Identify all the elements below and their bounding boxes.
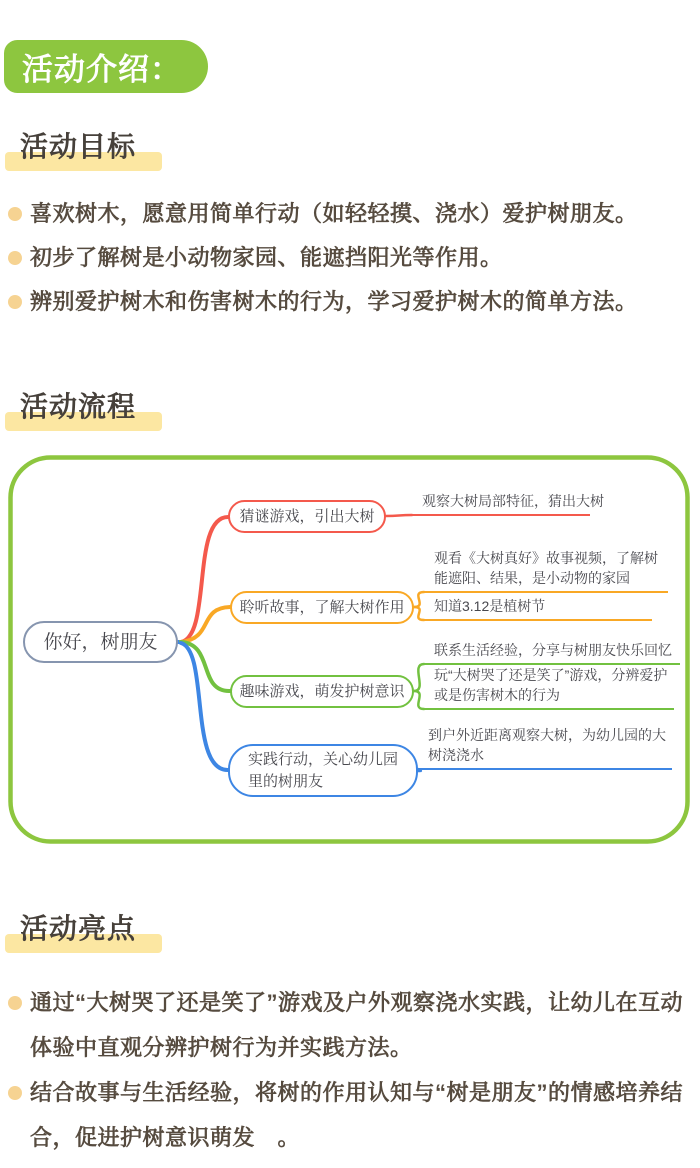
highlight-item-1 xyxy=(8,980,698,1070)
highlight-text: 结合故事与生活经验，将树的作用认知与“树是朋友”的情感培养结合，促进护树意识萌发 。 xyxy=(30,1080,684,1150)
mindmap-child-1a: 观察大树局部特征，猜出大树 xyxy=(412,491,590,516)
mindmap-child-4a: 到户外近距离观察大树，为幼儿园的大树浇浇水 xyxy=(418,725,672,770)
goal-text: 喜欢树木，愿意用简单行动（如轻轻摸、浇水）爱护树朋友。 xyxy=(30,201,638,226)
root-label: 你好，树朋友 xyxy=(43,631,158,653)
child-connector-green-1 xyxy=(414,664,424,691)
bullet-dot-icon xyxy=(8,996,22,1010)
mindmap-root-node xyxy=(23,621,178,663)
node-label: 实践行动，关心幼儿园里的树朋友 xyxy=(248,750,399,790)
goals-list xyxy=(8,192,698,324)
bullet-dot-icon xyxy=(8,295,22,309)
goal-item-2 xyxy=(8,236,698,280)
mindmap-child-3a: 联系生活经验，分享与树朋友快乐回忆 xyxy=(424,640,680,665)
mindmap-child-2b: 知道3.12是植树节 xyxy=(424,596,652,621)
section-title: 活动流程 xyxy=(20,391,137,422)
goal-text: 辨别爱护树木和伤害树木的行为，学习爱护树木的简单方法。 xyxy=(30,289,638,314)
mindmap-node-1 xyxy=(228,500,386,533)
mindmap-node-2 xyxy=(230,591,414,624)
highlight-text: 通过“大树哭了还是笑了”游戏及户外观察浇水实践，让幼儿在互动体验中直观分辨护树行为并实践方法。 xyxy=(30,990,684,1060)
child-connector-orange-1 xyxy=(414,592,424,607)
mindmap xyxy=(8,455,690,844)
page-title-badge xyxy=(4,40,208,93)
mindmap-node-4 xyxy=(228,744,418,797)
section-header-goals xyxy=(5,130,265,176)
bullet-dot-icon xyxy=(8,251,22,265)
section-header-highlights xyxy=(5,912,265,958)
bullet-dot-icon xyxy=(8,207,22,221)
mindmap-child-3b: 玩“大树哭了还是笑了”游戏，分辨爱护或是伤害树木的行为 xyxy=(424,665,674,710)
goal-text: 初步了解树是小动物家园、能遮挡阳光等作用。 xyxy=(30,245,503,270)
highlight-item-2 xyxy=(8,1070,698,1160)
node-label: 猜谜游戏，引出大树 xyxy=(239,508,375,525)
bullet-dot-icon xyxy=(8,1086,22,1100)
node-label: 聆听故事，了解大树作用 xyxy=(239,599,405,616)
section-title: 活动目标 xyxy=(20,131,137,162)
highlights-list xyxy=(8,980,698,1160)
child-connector-red xyxy=(386,515,412,516)
child-connector-orange-2 xyxy=(414,607,424,620)
page-title: 活动介绍： xyxy=(22,52,182,87)
child-connector-green-2 xyxy=(414,691,424,709)
mindmap-node-3 xyxy=(230,675,414,708)
section-header-process xyxy=(5,390,265,436)
goal-item-3 xyxy=(8,280,698,324)
section-title: 活动亮点 xyxy=(20,913,137,944)
goal-item-1 xyxy=(8,192,698,236)
node-label: 趣味游戏，萌发护树意识 xyxy=(239,683,405,700)
mindmap-child-2a: 观看《大树真好》故事视频，了解树能遮阳、结果，是小动物的家园 xyxy=(424,548,668,593)
